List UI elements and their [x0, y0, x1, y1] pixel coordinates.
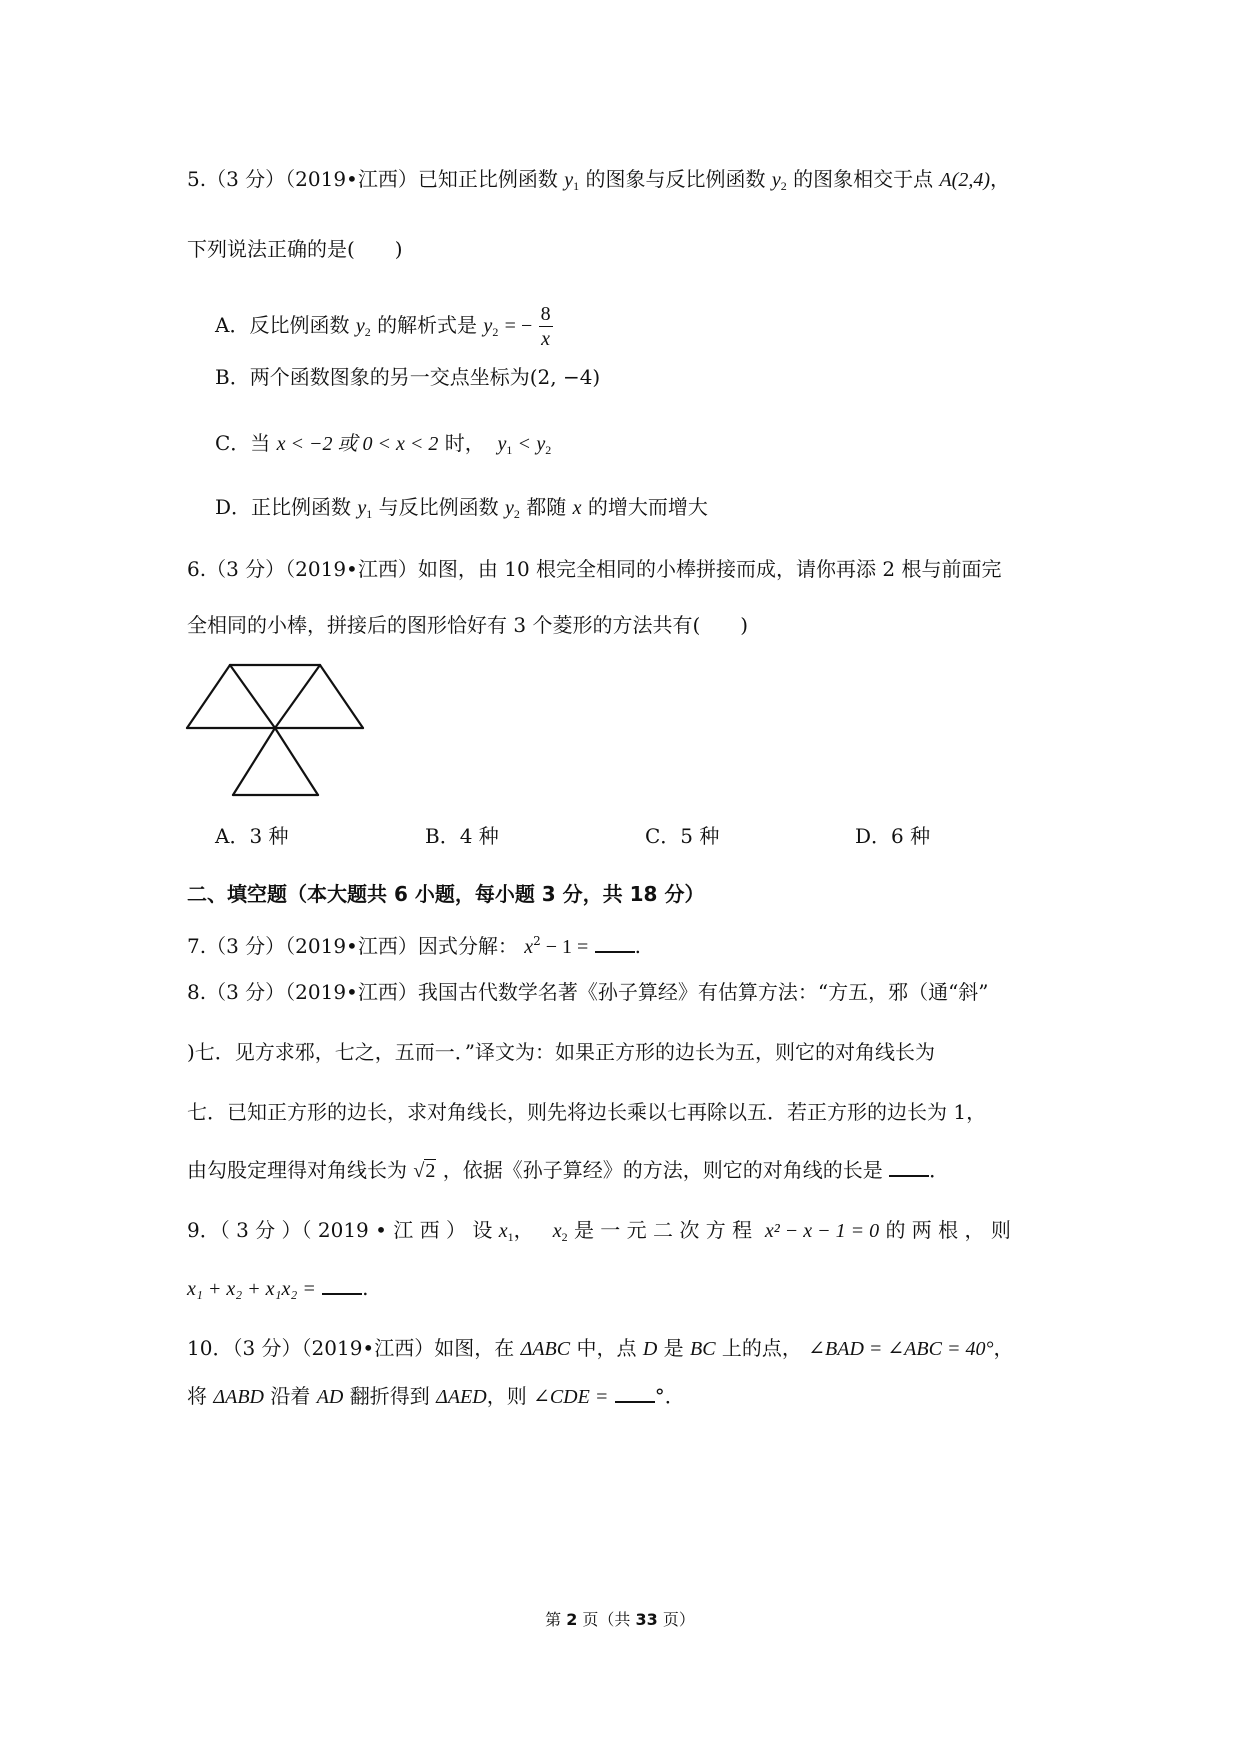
- q8-line1: 8.（3 分）（2019•江西）我国古代数学名著《孙子算经》有估算方法：“方五，邪（通“斜”: [187, 980, 989, 1004]
- q5-option-d: D．正比例函数 $y_1$ 与反比例函数 $y_2$ 都随 x 的增大而增大: [215, 495, 708, 521]
- q7-line: 7.（3 分）（2019•江西）因式分解： $x^2 - 1$ = .: [187, 934, 642, 958]
- q8-line4: 由勾股定理得对角线长为 √2 ，依据《孙子算经》的方法，则它的对角线的长是 ．: [187, 1158, 950, 1182]
- point-a: A(2,4): [939, 169, 990, 191]
- q5-text: 的图象与反比例函数: [585, 167, 766, 191]
- q5-line2: 下列说法正确的是( ): [187, 237, 403, 261]
- q8-line3: 七．已知正方形的边长，求对角线长，则先将边长乘以七再除以五．若正方形的边长为 1，: [187, 1100, 987, 1124]
- q9-line2: x₁ + x₂ + x₁x₂ = .: [187, 1276, 369, 1300]
- q6-option-d: D．6 种: [855, 824, 931, 848]
- section-title: 二、填空题（本大题共 6 小题，每小题 3 分，共 18 分）: [187, 882, 705, 906]
- q6-stick-figure: [185, 660, 375, 805]
- answer-blank: [889, 1157, 929, 1177]
- q8-line2: )七．见方求邪，七之，五而一．”译文为：如果正方形的边长为五，则它的对角线长为: [187, 1040, 936, 1064]
- q9-line1: 9．（ 3 分 ）（ 2019 • 江 西 ） 设 $x_1$， $x_2$ 是 一 元 二 次 方 程 x² − x − 1 = 0 的 两 根 ， 则: [187, 1218, 1011, 1244]
- page-number: 2: [566, 1610, 578, 1629]
- q6-option-b: B．4 种: [425, 824, 499, 848]
- stick-left-inner: [230, 665, 275, 728]
- y1-symbol: $y_1$: [564, 169, 580, 193]
- stick-lower-left: [233, 728, 275, 795]
- y2-symbol: $y_2$: [771, 169, 787, 193]
- stick-lower-right: [275, 728, 318, 795]
- answer-blank: [615, 1383, 655, 1403]
- q5-option-c: C．当 x < −2 或 0 < x < 2 时， $y_1 < y_2$: [215, 431, 552, 457]
- fraction-8-over-x: $\frac{8}{x}$: [540, 303, 551, 350]
- q6-line1: 6.（3 分）（2019•江西）如图，由 10 根完全相同的小棒拼接而成，请你再添 2 根与前面完: [187, 557, 1002, 581]
- answer-blank: [322, 1275, 362, 1295]
- page-total: 33: [635, 1610, 658, 1629]
- q6-option-a: A．3 种: [215, 824, 289, 848]
- q10-line1: 10．（3 分）（2019•江西）如图，在 ΔABC 中，点 D 是 BC 上的点， ∠BAD = ∠ABC = 40°，: [187, 1336, 1014, 1360]
- q6-line2: 全相同的小棒，拼接后的图形恰好有 3 个菱形的方法共有( ): [187, 613, 749, 637]
- q5-text: 5.（3 分）（2019•江西）已知正比例函数: [187, 167, 558, 191]
- q6-option-c: C．5 种: [645, 824, 720, 848]
- page-footer: 第 2 页（共 33 页）: [545, 1610, 695, 1629]
- q5-line1: 5.（3 分）（2019•江西）已知正比例函数 $y_1$ 的图象与反比例函数 $y_2$ 的图象相交于点 A(2,4)，: [187, 167, 1010, 193]
- stick-left-outer: [187, 665, 230, 728]
- q5-option-a: A．反比例函数 $y_2$ 的解析式是 $y_2$ = − $\frac{8}{x}$: [215, 303, 551, 350]
- sqrt-2: √2: [413, 1160, 436, 1182]
- answer-blank: [595, 933, 635, 953]
- stick-right-inner: [275, 665, 320, 728]
- q10-line2: 将 ΔABD 沿着 AD 翻折得到 ΔAED，则 ∠CDE = °．: [187, 1384, 685, 1408]
- q5-text: 的图象相交于点: [793, 167, 934, 191]
- stick-right-outer: [320, 665, 363, 728]
- q5-option-b: B．两个函数图象的另一交点坐标为(2, −4): [215, 365, 601, 389]
